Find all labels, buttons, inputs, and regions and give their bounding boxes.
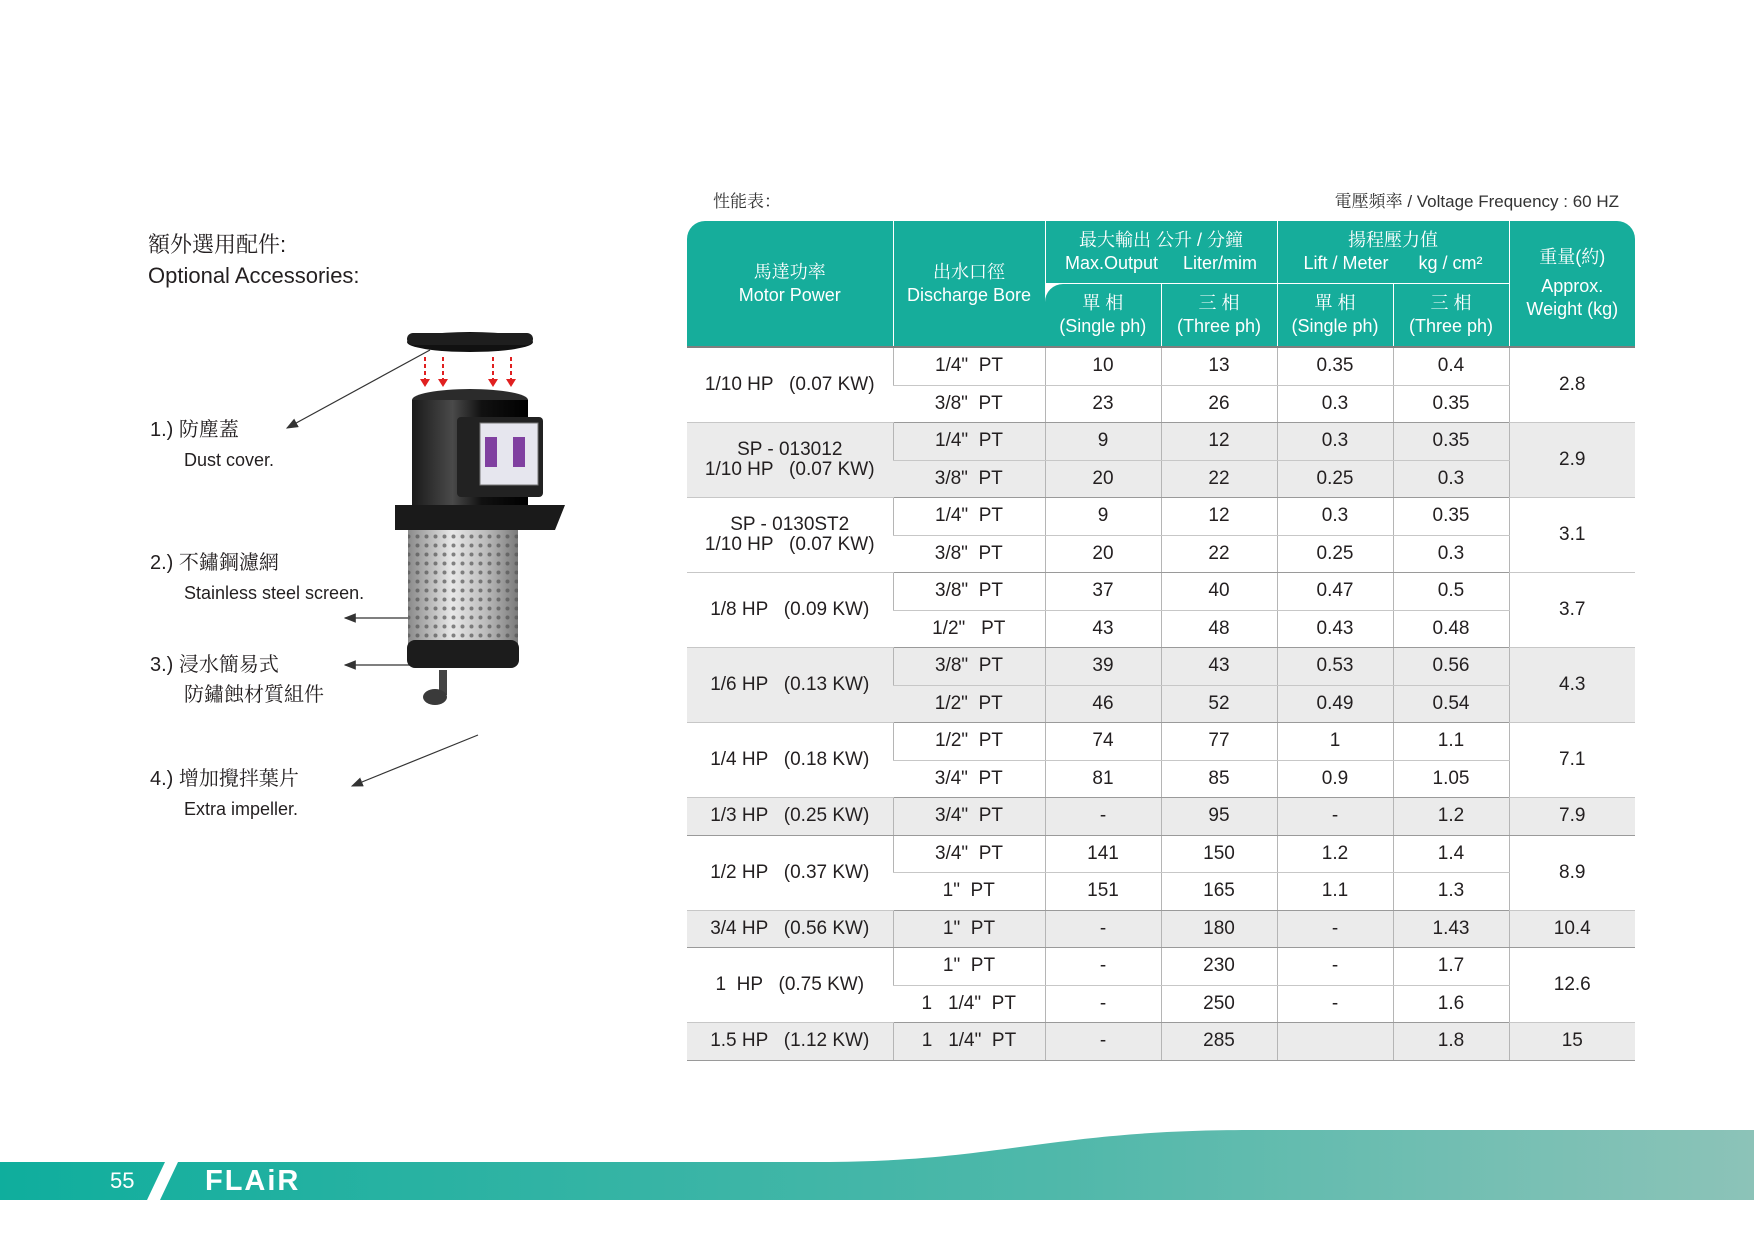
header-three-zh: 三 相 xyxy=(1430,293,1472,313)
header-lift xyxy=(1277,221,1509,284)
output-three-cell: 77 xyxy=(1161,723,1277,761)
performance-table-body xyxy=(687,347,1635,1060)
accessories-title xyxy=(148,229,360,291)
header-output-en: Max.Output Liter/mim xyxy=(1064,253,1258,273)
output-three-cell: 165 xyxy=(1161,873,1277,911)
lift-single-cell: 0.49 xyxy=(1277,685,1393,723)
header-three-en: (Three ph) xyxy=(1408,316,1494,336)
motor-power-cell: SP - 0130ST2 1/10 HP (0.07 KW) xyxy=(687,498,893,573)
lift-three-cell: 1.4 xyxy=(1393,835,1509,873)
discharge-bore-cell: 1" PT xyxy=(893,873,1045,911)
lift-three-cell: 0.3 xyxy=(1393,460,1509,498)
output-single-cell: - xyxy=(1045,798,1161,836)
accessory-item-dust-cover xyxy=(150,415,274,475)
weight-cell: 7.9 xyxy=(1509,798,1635,836)
output-single-cell: 9 xyxy=(1045,498,1161,536)
lift-three-cell: 0.54 xyxy=(1393,685,1509,723)
lift-single-cell: 0.3 xyxy=(1277,498,1393,536)
output-three-cell: 180 xyxy=(1161,910,1277,948)
accessory-en: Stainless steel screen. xyxy=(184,583,365,603)
lift-single-cell: 0.47 xyxy=(1277,573,1393,611)
lift-three-cell: 1.2 xyxy=(1393,798,1509,836)
lift-three-cell: 1.1 xyxy=(1393,723,1509,761)
lift-three-cell: 1.7 xyxy=(1393,948,1509,986)
output-single-cell: 74 xyxy=(1045,723,1161,761)
weight-cell: 2.8 xyxy=(1509,347,1635,423)
output-single-cell: 10 xyxy=(1045,347,1161,385)
output-three-cell: 250 xyxy=(1161,985,1277,1023)
accessory-zh: 4.) 增加攪拌葉片 xyxy=(150,768,299,790)
motor-power-cell: 1/6 HP (0.13 KW) xyxy=(687,648,893,723)
motor-power-cell: 1/3 HP (0.25 KW) xyxy=(687,798,893,836)
discharge-bore-cell: 3/4" PT xyxy=(893,798,1045,836)
weight-cell: 4.3 xyxy=(1509,648,1635,723)
lift-three-cell: 0.35 xyxy=(1393,385,1509,423)
lift-single-cell: - xyxy=(1277,798,1393,836)
output-single-cell: 81 xyxy=(1045,760,1161,798)
lift-single-cell: 0.53 xyxy=(1277,648,1393,686)
discharge-bore-cell: 3/4" PT xyxy=(893,760,1045,798)
discharge-bore-cell: 3/8" PT xyxy=(893,648,1045,686)
lift-single-cell: 1.2 xyxy=(1277,835,1393,873)
table-row xyxy=(687,948,1635,986)
accessory-en: Dust cover. xyxy=(184,450,275,470)
output-single-cell: - xyxy=(1045,1023,1161,1061)
header-single-zh: 單 相 xyxy=(1314,293,1356,313)
lift-three-cell: 0.35 xyxy=(1393,498,1509,536)
output-single-cell: 46 xyxy=(1045,685,1161,723)
header-motor-power xyxy=(687,221,893,347)
output-three-cell: 150 xyxy=(1161,835,1277,873)
discharge-bore-cell: 1" PT xyxy=(893,910,1045,948)
header-lift-single xyxy=(1277,284,1393,348)
output-single-cell: 151 xyxy=(1045,873,1161,911)
discharge-bore-cell: 3/8" PT xyxy=(893,535,1045,573)
lift-single-cell: - xyxy=(1277,910,1393,948)
output-three-cell: 95 xyxy=(1161,798,1277,836)
output-single-cell: 37 xyxy=(1045,573,1161,611)
output-three-cell: 52 xyxy=(1161,685,1277,723)
table-row xyxy=(687,1023,1635,1061)
output-single-cell: - xyxy=(1045,985,1161,1023)
accessory-zh: 1.) 防塵蓋 xyxy=(150,419,239,441)
output-single-cell: 43 xyxy=(1045,610,1161,648)
lift-single-cell: 0.9 xyxy=(1277,760,1393,798)
discharge-bore-cell: 3/8" PT xyxy=(893,460,1045,498)
table-row xyxy=(687,798,1635,836)
table-row xyxy=(687,648,1635,686)
weight-cell: 3.1 xyxy=(1509,498,1635,573)
output-single-cell: - xyxy=(1045,910,1161,948)
table-row xyxy=(687,573,1635,611)
brand-logo: FLAiR xyxy=(205,1165,301,1197)
discharge-bore-cell: 1/4" PT xyxy=(893,498,1045,536)
discharge-bore-cell: 1/4" PT xyxy=(893,423,1045,461)
lift-single-cell: 0.3 xyxy=(1277,385,1393,423)
lift-single-cell: 0.25 xyxy=(1277,460,1393,498)
output-single-cell: - xyxy=(1045,948,1161,986)
accessory-zh: 2.) 不鏽鋼濾網 xyxy=(150,552,279,574)
weight-cell: 2.9 xyxy=(1509,423,1635,498)
header-lift-three xyxy=(1393,284,1509,348)
accessory-item-screen xyxy=(150,548,364,608)
lift-single-cell: 1.1 xyxy=(1277,873,1393,911)
output-three-cell: 13 xyxy=(1161,347,1277,385)
header-output-three xyxy=(1161,284,1277,348)
pump-illustration-icon xyxy=(395,325,635,765)
header-three-zh: 三 相 xyxy=(1198,293,1240,313)
lift-single-cell: 1 xyxy=(1277,723,1393,761)
weight-cell: 7.1 xyxy=(1509,723,1635,798)
header-bore-zh: 出水口徑 xyxy=(933,261,1005,282)
header-discharge-bore xyxy=(893,221,1045,347)
lift-single-cell: - xyxy=(1277,948,1393,986)
motor-power-cell: 1/8 HP (0.09 KW) xyxy=(687,573,893,648)
table-row xyxy=(687,423,1635,461)
header-lift-zh: 揚程壓力值 xyxy=(1348,230,1438,250)
output-single-cell: 23 xyxy=(1045,385,1161,423)
discharge-bore-cell: 3/8" PT xyxy=(893,385,1045,423)
lift-three-cell: 1.6 xyxy=(1393,985,1509,1023)
output-three-cell: 285 xyxy=(1161,1023,1277,1061)
output-single-cell: 39 xyxy=(1045,648,1161,686)
lift-three-cell: 0.35 xyxy=(1393,423,1509,461)
motor-power-cell: 1/2 HP (0.37 KW) xyxy=(687,835,893,910)
weight-cell: 15 xyxy=(1509,1023,1635,1061)
weight-cell: 12.6 xyxy=(1509,948,1635,1023)
lift-three-cell: 1.43 xyxy=(1393,910,1509,948)
weight-cell: 3.7 xyxy=(1509,573,1635,648)
accessory-en: 防鏽蝕材質組件 xyxy=(184,684,324,706)
header-weight-en: Approx. Weight (kg) xyxy=(1526,276,1619,319)
weight-cell: 8.9 xyxy=(1509,835,1635,910)
table-row xyxy=(687,498,1635,536)
discharge-bore-cell: 1 1/4" PT xyxy=(893,1023,1045,1061)
lift-three-cell: 0.56 xyxy=(1393,648,1509,686)
lift-three-cell: 1.05 xyxy=(1393,760,1509,798)
table-row xyxy=(687,835,1635,873)
lift-single-cell: 0.3 xyxy=(1277,423,1393,461)
discharge-bore-cell: 1/2" PT xyxy=(893,610,1045,648)
output-single-cell: 141 xyxy=(1045,835,1161,873)
header-motor-en: Motor Power xyxy=(738,284,841,305)
discharge-bore-cell: 1 1/4" PT xyxy=(893,985,1045,1023)
output-three-cell: 40 xyxy=(1161,573,1277,611)
header-output-zh: 最大輸出 公升 / 分鐘 xyxy=(1078,230,1243,250)
header-single-en: (Single ph) xyxy=(1059,316,1147,336)
motor-power-cell: 1/4 HP (0.18 KW) xyxy=(687,723,893,798)
weight-cell: 10.4 xyxy=(1509,910,1635,948)
page-number: 55 xyxy=(110,1168,135,1193)
motor-power-cell: 1/10 HP (0.07 KW) xyxy=(687,347,893,423)
accessory-item-anticorrosion xyxy=(150,650,324,710)
output-three-cell: 12 xyxy=(1161,498,1277,536)
table-row xyxy=(687,723,1635,761)
accessories-title-en: Optional Accessories: xyxy=(148,263,360,288)
discharge-bore-cell: 3/4" PT xyxy=(893,835,1045,873)
accessory-item-impeller xyxy=(150,764,299,824)
table-row xyxy=(687,347,1635,385)
header-lift-en: Lift / Meter kg / cm² xyxy=(1303,253,1483,273)
motor-power-cell: SP - 013012 1/10 HP (0.07 KW) xyxy=(687,423,893,498)
header-motor-zh: 馬達功率 xyxy=(753,261,826,282)
voltage-caption: 電壓頻率 / Voltage Frequency : 60 HZ xyxy=(1334,192,1619,211)
accessories-title-zh: 額外選用配件: xyxy=(148,232,287,257)
header-single-zh: 單 相 xyxy=(1082,293,1124,313)
output-single-cell: 20 xyxy=(1045,460,1161,498)
lift-single-cell: 0.25 xyxy=(1277,535,1393,573)
output-three-cell: 48 xyxy=(1161,610,1277,648)
lift-three-cell: 0.4 xyxy=(1393,347,1509,385)
lift-single-cell: 0.35 xyxy=(1277,347,1393,385)
lift-three-cell: 0.3 xyxy=(1393,535,1509,573)
output-three-cell: 230 xyxy=(1161,948,1277,986)
header-single-en: (Single ph) xyxy=(1291,316,1379,336)
header-weight-zh: 重量(約) xyxy=(1539,247,1606,267)
output-three-cell: 22 xyxy=(1161,535,1277,573)
output-three-cell: 26 xyxy=(1161,385,1277,423)
output-three-cell: 85 xyxy=(1161,760,1277,798)
table-row xyxy=(687,910,1635,948)
discharge-bore-cell: 3/8" PT xyxy=(893,573,1045,611)
lift-three-cell: 0.5 xyxy=(1393,573,1509,611)
output-three-cell: 12 xyxy=(1161,423,1277,461)
output-three-cell: 43 xyxy=(1161,648,1277,686)
table-caption: 性能表： xyxy=(713,192,781,211)
discharge-bore-cell: 1/4" PT xyxy=(893,347,1045,385)
discharge-bore-cell: 1/2" PT xyxy=(893,685,1045,723)
performance-table xyxy=(687,221,1635,1061)
header-bore-en: Discharge Bore xyxy=(906,284,1032,305)
motor-power-cell: 1 HP (0.75 KW) xyxy=(687,948,893,1023)
header-three-en: (Three ph) xyxy=(1176,316,1262,336)
motor-power-cell: 3/4 HP (0.56 KW) xyxy=(687,910,893,948)
lift-single-cell: 0.43 xyxy=(1277,610,1393,648)
header-output-single xyxy=(1045,284,1161,348)
output-three-cell: 22 xyxy=(1161,460,1277,498)
lift-three-cell: 1.8 xyxy=(1393,1023,1509,1061)
output-single-cell: 20 xyxy=(1045,535,1161,573)
lift-three-cell: 0.48 xyxy=(1393,610,1509,648)
motor-power-cell: 1.5 HP (1.12 KW) xyxy=(687,1023,893,1061)
header-max-output xyxy=(1045,221,1277,284)
lift-single-cell xyxy=(1277,1023,1393,1061)
accessory-zh: 3.) 浸水簡易式 xyxy=(150,654,279,676)
discharge-bore-cell: 1" PT xyxy=(893,948,1045,986)
discharge-bore-cell: 1/2" PT xyxy=(893,723,1045,761)
lift-single-cell: - xyxy=(1277,985,1393,1023)
accessory-en: Extra impeller. xyxy=(184,799,299,819)
output-single-cell: 9 xyxy=(1045,423,1161,461)
header-weight xyxy=(1509,221,1635,347)
lift-three-cell: 1.3 xyxy=(1393,873,1509,911)
